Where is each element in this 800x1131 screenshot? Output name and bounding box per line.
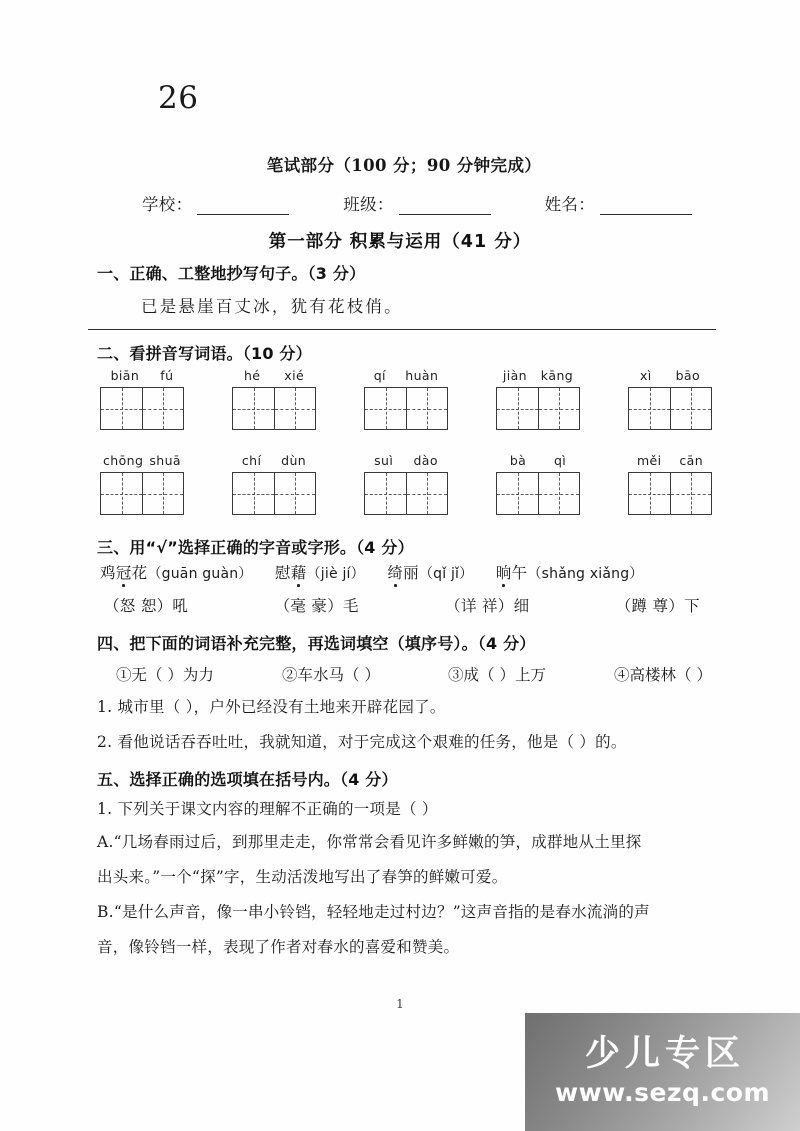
tianzige-cell[interactable] <box>629 388 670 429</box>
dotted-char: 冠 <box>115 564 132 582</box>
tianzige-pair[interactable] <box>232 472 316 515</box>
choice-options[interactable]: （guān guàn） <box>147 566 253 582</box>
choice-item[interactable]: （怒 恕）吼 <box>104 597 189 615</box>
question-4-idioms <box>116 663 712 685</box>
choice-word: 花 <box>131 564 148 582</box>
word-group <box>628 368 712 430</box>
class-field[interactable] <box>343 191 490 215</box>
tianzige-pair[interactable] <box>628 387 712 430</box>
choice-options[interactable]: （qǐ jǐ） <box>418 566 474 582</box>
pinyin-pair <box>232 368 316 383</box>
tianzige-cell[interactable] <box>101 473 142 514</box>
section-divider <box>88 329 716 330</box>
word-group <box>496 368 580 430</box>
pinyin-pair <box>628 368 712 383</box>
school-blank[interactable] <box>197 199 289 215</box>
question-4-fill-2[interactable]: 2. 看他说话吞吞吐吐，我就知道，对于完成这个艰难的任务，他是（ ）的。 <box>97 733 627 751</box>
pinyin-syllable: chí <box>241 453 262 468</box>
tianzige-cell[interactable] <box>142 473 183 514</box>
tianzige-cell[interactable] <box>274 388 315 429</box>
part-one-title: 第一部分 积累与运用（41 分） <box>268 232 532 252</box>
question-5-option-b-line-2[interactable]: 音，像铃铛一样，表现了作者对春水的喜爱和赞美。 <box>97 938 460 956</box>
question-5-option-a-line-2[interactable]: 出头来。”一个“探”字，生动活泼地写出了春笋的鲜嫩可爱。 <box>97 868 508 886</box>
watermark <box>525 1013 800 1131</box>
choice-item[interactable] <box>387 564 473 582</box>
choice-item[interactable] <box>100 564 253 582</box>
tianzige-pair[interactable] <box>100 387 184 430</box>
pinyin-row-1 <box>100 368 712 430</box>
pinyin-syllable: fú <box>160 368 174 383</box>
pinyin-syllable: chōng <box>103 453 144 468</box>
question-5-item-1[interactable]: 1. 下列关于课文内容的理解不正确的一项是（ ） <box>97 800 438 818</box>
question-3 <box>97 535 713 558</box>
tianzige-cell[interactable] <box>497 473 538 514</box>
tianzige-cell[interactable] <box>629 473 670 514</box>
name-field[interactable] <box>545 191 692 215</box>
question-5-heading: 五、选择正确的选项填在括号内。（4 分） <box>97 770 398 789</box>
pinyin-syllable: shuā <box>149 453 181 468</box>
idiom-item[interactable]: ③成（ ）上万 <box>448 666 546 684</box>
word-group <box>496 453 580 515</box>
tianzige-cell[interactable] <box>538 473 579 514</box>
question-5-option-b-line-1[interactable]: B.“是什么声音，像一串小铃铛，轻轻地走过村边？”这声音指的是春水流淌的声 <box>97 903 650 921</box>
pinyin-syllable: bà <box>509 453 527 468</box>
tianzige-pair[interactable] <box>232 387 316 430</box>
pinyin-syllable: dùn <box>281 453 307 468</box>
name-label: 姓名： <box>544 195 595 214</box>
class-blank[interactable] <box>399 199 491 215</box>
pinyin-syllable: biān <box>110 368 140 383</box>
choice-word: 丽 <box>403 564 419 582</box>
question-3-row-2 <box>104 594 700 616</box>
page-corner-number: 26 <box>158 80 199 116</box>
tianzige-cell[interactable] <box>406 473 447 514</box>
choice-item[interactable]: （详 祥）细 <box>445 597 530 615</box>
dotted-char: 藉 <box>290 564 307 582</box>
dotted-char: 绮 <box>387 564 404 582</box>
tianzige-cell[interactable] <box>101 388 142 429</box>
question-5-option-a-line-1[interactable]: A.“几场春雨过后，到那里走走，你常常会看见许多鲜嫩的笋，成群地从土里探 <box>97 833 642 851</box>
choice-item[interactable]: （蹲 尊）下 <box>615 597 700 615</box>
pinyin-syllable: kāng <box>540 368 574 383</box>
choice-item[interactable]: （毫 豪）毛 <box>274 597 359 615</box>
question-4-heading: 四、把下面的词语补充完整，再选词填空（填序号）。（4 分） <box>97 634 536 653</box>
pinyin-syllable: měi <box>636 453 662 468</box>
tianzige-cell[interactable] <box>406 388 447 429</box>
pinyin-pair <box>364 453 448 468</box>
idiom-item[interactable]: ①无（ ）为力 <box>116 666 214 684</box>
tianzige-cell[interactable] <box>538 388 579 429</box>
watermark-brand: 少儿专区 <box>584 1034 745 1074</box>
student-info-row <box>100 191 700 215</box>
question-3-heading: 三、用“√”选择正确的字音或字形。（4 分） <box>97 538 414 557</box>
pinyin-row-2 <box>100 453 712 515</box>
school-field[interactable] <box>142 191 289 215</box>
pinyin-syllable: qí <box>373 368 386 383</box>
word-group <box>364 368 448 430</box>
pinyin-syllable: qì <box>553 453 567 468</box>
tianzige-pair[interactable] <box>364 472 448 515</box>
question-3-row-1 <box>100 561 712 583</box>
pinyin-pair <box>496 453 580 468</box>
exam-subtitle: 笔试部分（100 分；90 分钟完成） <box>266 156 542 175</box>
question-1-sentence: 已是悬崖百丈冰，犹有花枝俏。 <box>141 297 403 316</box>
question-1 <box>97 261 713 317</box>
question-4-fill-1[interactable]: 1. 城市里（ ），户外已经没有土地来开辟花园了。 <box>97 698 446 716</box>
question-4 <box>97 631 713 654</box>
class-label: 班级： <box>343 195 394 214</box>
pinyin-syllable: xì <box>639 368 652 383</box>
tianzige-cell[interactable] <box>497 388 538 429</box>
tianzige-pair[interactable] <box>496 472 580 515</box>
pinyin-syllable: dào <box>413 453 438 468</box>
tianzige-pair[interactable] <box>100 472 184 515</box>
word-group <box>232 368 316 430</box>
pinyin-pair <box>496 368 580 383</box>
page-number: 1 <box>396 997 404 1011</box>
choice-item[interactable] <box>275 564 365 582</box>
pinyin-syllable: cān <box>679 453 704 468</box>
question-5 <box>97 767 713 790</box>
tianzige-pair[interactable] <box>364 387 448 430</box>
tianzige-cell[interactable] <box>670 473 711 514</box>
pinyin-pair <box>100 453 184 468</box>
word-group <box>628 453 712 515</box>
choice-word: 慰 <box>274 564 291 582</box>
tianzige-cell[interactable] <box>274 473 315 514</box>
idiom-item[interactable]: ②车水马（ ） <box>282 666 380 684</box>
pinyin-pair <box>100 368 184 383</box>
school-label: 学校： <box>142 195 193 214</box>
watermark-url: www.sezq.com <box>554 1078 770 1107</box>
question-1-heading: 一、正确、工整地抄写句子。（3 分） <box>97 264 366 283</box>
pinyin-syllable: xié <box>284 368 305 383</box>
tianzige-pair[interactable] <box>496 387 580 430</box>
tianzige-cell[interactable] <box>233 388 274 429</box>
pinyin-pair <box>232 453 316 468</box>
name-blank[interactable] <box>600 199 692 215</box>
pinyin-pair <box>628 453 712 468</box>
tianzige-cell[interactable] <box>233 473 274 514</box>
pinyin-syllable: suì <box>374 453 394 468</box>
tianzige-cell[interactable] <box>365 388 406 429</box>
exam-header <box>100 152 700 253</box>
choice-options[interactable]: （jiè jí） <box>306 566 365 582</box>
tianzige-cell[interactable] <box>142 388 183 429</box>
pinyin-syllable: bāo <box>675 368 701 383</box>
choice-options[interactable]: （shǎng xiǎng） <box>527 566 644 582</box>
tianzige-pair[interactable] <box>628 472 712 515</box>
pinyin-syllable: huàn <box>405 368 439 383</box>
pinyin-syllable: hé <box>243 368 261 383</box>
choice-word: 午 <box>511 564 528 582</box>
word-group <box>364 453 448 515</box>
question-2-heading: 二、看拼音写词语。（10 分） <box>97 344 312 363</box>
tianzige-cell[interactable] <box>365 473 406 514</box>
tianzige-cell[interactable] <box>670 388 711 429</box>
word-group <box>100 368 184 430</box>
word-group <box>100 453 184 515</box>
idiom-item[interactable]: ④高楼林（ ） <box>614 666 712 684</box>
choice-word: 鸡 <box>100 564 116 582</box>
question-2 <box>97 341 713 364</box>
pinyin-pair <box>364 368 448 383</box>
choice-item[interactable] <box>496 564 644 582</box>
dotted-char: 晌 <box>495 564 512 582</box>
word-group <box>232 453 316 515</box>
pinyin-syllable: jiàn <box>502 368 528 383</box>
